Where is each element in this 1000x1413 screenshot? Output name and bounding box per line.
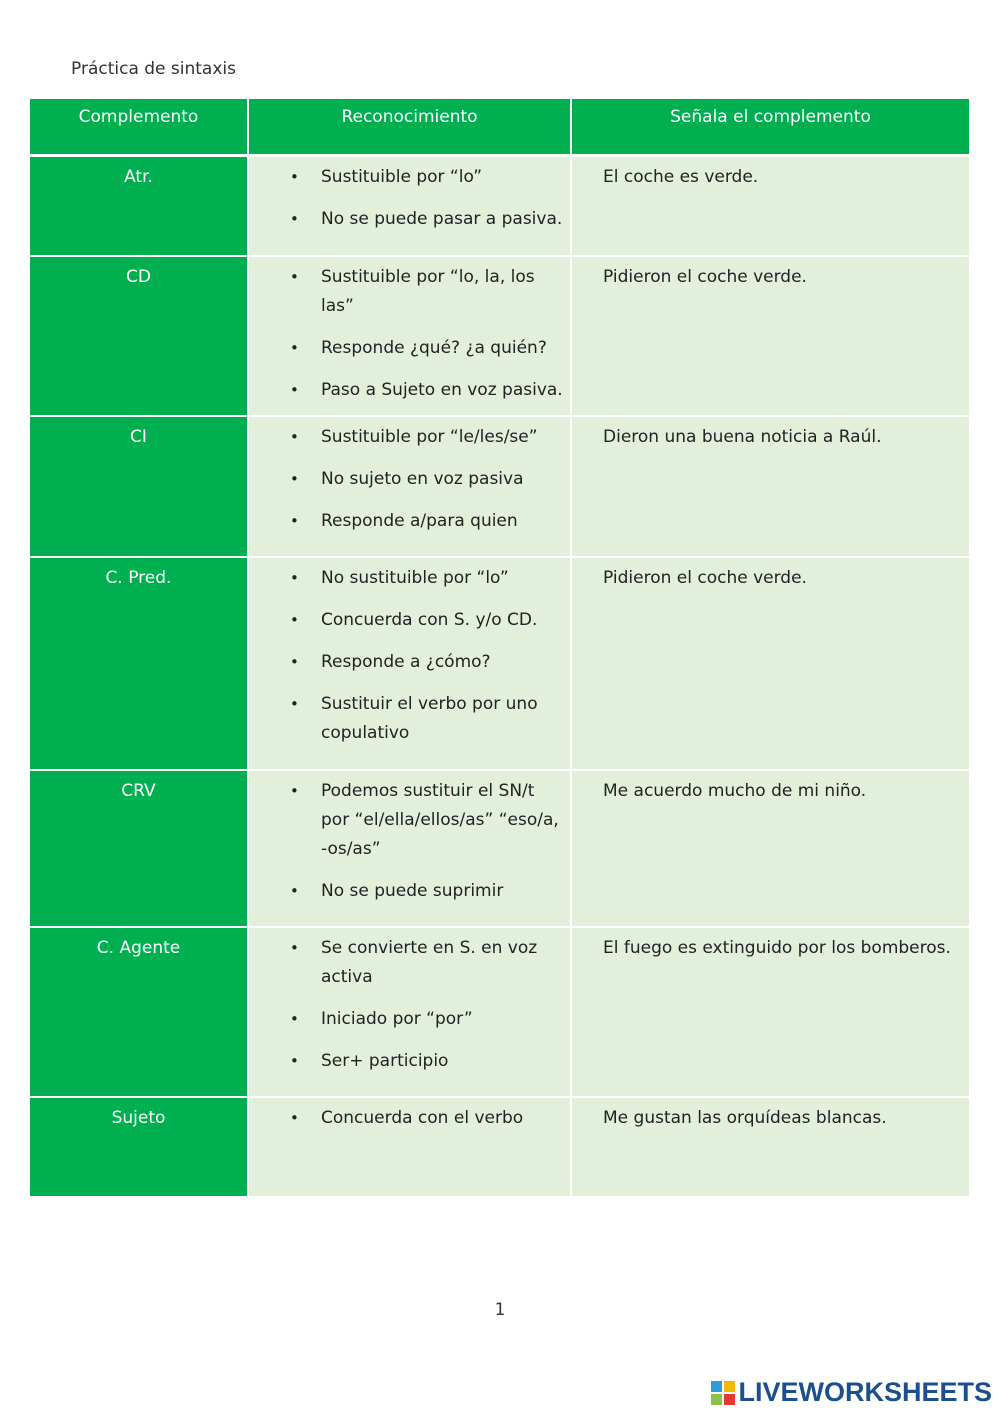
example-sentence-cell[interactable]: Me gustan las orquídeas blancas. [571, 1097, 969, 1197]
reconocimiento-cell [248, 927, 571, 1097]
complemento-cell: CRV [30, 770, 248, 927]
liveworksheets-logo-icon [711, 1381, 735, 1405]
example-sentence-cell[interactable]: Pidieron el coche verde. [571, 256, 969, 416]
example-sentence-cell[interactable]: El coche es verde. [571, 155, 969, 256]
criterion-item: • No sujeto en voz pasiva [321, 465, 564, 494]
header-senala-complemento: Señala el complemento [571, 99, 969, 155]
criterion-item: • Paso a Sujeto en voz pasiva. [321, 376, 564, 405]
criterion-item: • Sustituible por “lo, la, los las” [321, 263, 564, 321]
criteria-list [249, 1104, 564, 1133]
criterion-item: • Sustituible por “lo” [321, 163, 564, 192]
complemento-cell: CI [30, 416, 248, 557]
criterion-item: • Ser+ participio [321, 1047, 564, 1076]
example-sentence-cell[interactable]: Pidieron el coche verde. [571, 557, 969, 770]
brand-name: LIVEWORKSHEETS [738, 1377, 992, 1407]
criterion-item: • Concuerda con el verbo [321, 1104, 564, 1133]
criterion-item: • Iniciado por “por” [321, 1005, 564, 1034]
criterion-item: • No se puede pasar a pasiva. [321, 205, 564, 234]
reconocimiento-cell [248, 256, 571, 416]
example-sentence-cell[interactable]: El fuego es extinguido por los bomberos. [571, 927, 969, 1097]
table-row [30, 1097, 969, 1197]
reconocimiento-cell [248, 1097, 571, 1197]
criteria-list [249, 423, 564, 536]
table-row [30, 416, 969, 557]
criteria-list [249, 163, 564, 234]
criteria-list [249, 777, 564, 906]
criterion-item: • Sustituir el verbo por uno copulativo [321, 690, 564, 748]
table-row [30, 557, 969, 770]
liveworksheets-brand [711, 1377, 992, 1408]
complemento-cell: Atr. [30, 155, 248, 256]
complemento-cell: C. Pred. [30, 557, 248, 770]
reconocimiento-cell [248, 416, 571, 557]
criterion-item: • Responde a/para quien [321, 507, 564, 536]
example-sentence-cell[interactable]: Me acuerdo mucho de mi niño. [571, 770, 969, 927]
table-row [30, 155, 969, 256]
reconocimiento-cell [248, 557, 571, 770]
criteria-list [249, 263, 564, 405]
header-complemento: Complemento [30, 99, 248, 155]
table-row [30, 927, 969, 1097]
criteria-list [249, 934, 564, 1076]
criterion-item: • No sustituible por “lo” [321, 564, 564, 593]
document-title: Práctica de sintaxis [71, 59, 236, 79]
criterion-item: • Responde a ¿cómo? [321, 648, 564, 677]
criterion-item: • Concuerda con S. y/o CD. [321, 606, 564, 635]
reconocimiento-cell [248, 770, 571, 927]
table-row [30, 256, 969, 416]
table-row [30, 770, 969, 927]
criterion-item: • Se convierte en S. en voz activa [321, 934, 564, 992]
table-header-row [30, 99, 969, 155]
reconocimiento-cell [248, 155, 571, 256]
criterion-item: • Sustituible por “le/les/se” [321, 423, 564, 452]
page-number: 1 [494, 1300, 506, 1320]
criterion-item: • Responde ¿qué? ¿a quién? [321, 334, 564, 363]
criterion-item: • No se puede suprimir [321, 877, 564, 906]
syntax-table [30, 99, 969, 1198]
complemento-cell: C. Agente [30, 927, 248, 1097]
complemento-cell: Sujeto [30, 1097, 248, 1197]
complemento-cell: CD [30, 256, 248, 416]
criteria-list [249, 564, 564, 748]
header-reconocimiento: Reconocimiento [248, 99, 571, 155]
example-sentence-cell[interactable]: Dieron una buena noticia a Raúl. [571, 416, 969, 557]
criterion-item: • Podemos sustituir el SN/t por “el/ella/ellos/as” “eso/a, -os/as” [321, 777, 564, 864]
